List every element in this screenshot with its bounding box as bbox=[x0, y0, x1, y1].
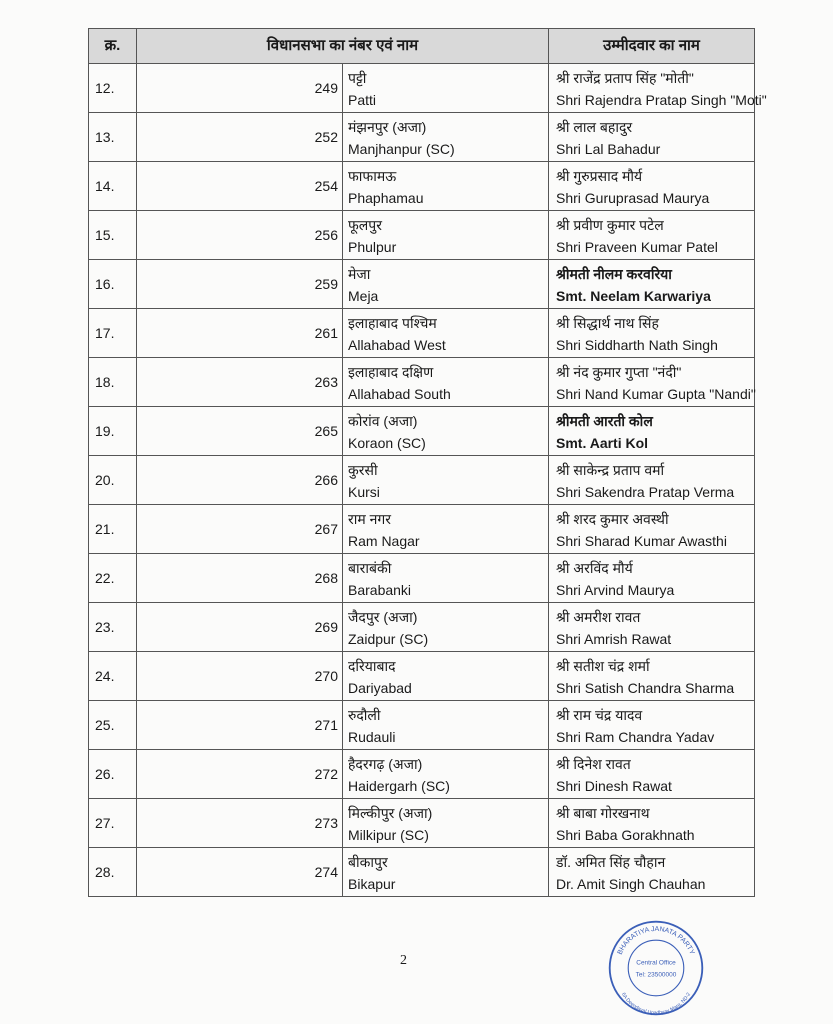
constituency-english: Barabanki bbox=[348, 582, 412, 598]
candidate-hindi: श्री राजेंद्र प्रताप सिंह "मोती" bbox=[556, 70, 694, 86]
constituency-number: 271 bbox=[137, 701, 343, 750]
header-sr: क्र. bbox=[89, 29, 137, 64]
serial-number: 17. bbox=[89, 309, 137, 358]
constituency-hindi: जैदपुर (अजा) bbox=[348, 609, 418, 625]
constituency-number: 269 bbox=[137, 603, 343, 652]
constituency-name bbox=[343, 211, 549, 260]
candidate-hindi: श्रीमती नीलम करवरिया bbox=[556, 266, 672, 282]
table-row bbox=[89, 652, 755, 701]
constituency-number: 268 bbox=[137, 554, 343, 603]
table-row bbox=[89, 603, 755, 652]
constituency-english: Dariyabad bbox=[348, 680, 412, 696]
constituency-hindi: बीकापुर bbox=[348, 854, 388, 870]
candidate-hindi: श्री अरविंद मौर्य bbox=[556, 560, 633, 576]
serial-number: 19. bbox=[89, 407, 137, 456]
constituency-english: Haidergarh (SC) bbox=[348, 778, 450, 794]
candidate-hindi: श्री राम चंद्र यादव bbox=[556, 707, 643, 723]
candidate-name bbox=[549, 750, 755, 799]
candidate-hindi: डॉ. अमित सिंह चौहान bbox=[556, 854, 666, 870]
constituency-english: Rudauli bbox=[348, 729, 396, 745]
constituency-name bbox=[343, 701, 549, 750]
constituency-hindi: राम नगर bbox=[348, 511, 391, 527]
candidate-name bbox=[549, 603, 755, 652]
candidate-name bbox=[549, 309, 755, 358]
serial-number: 25. bbox=[89, 701, 137, 750]
constituency-name bbox=[343, 358, 549, 407]
constituency-hindi: कुरसी bbox=[348, 462, 378, 478]
stamp-center-1: Central Office bbox=[636, 959, 676, 967]
candidate-english: Shri Guruprasad Maurya bbox=[556, 190, 710, 206]
candidate-name bbox=[549, 799, 755, 848]
serial-number: 27. bbox=[89, 799, 137, 848]
candidate-hindi: श्री साकेन्द्र प्रताप वर्मा bbox=[556, 462, 665, 478]
constituency-english: Meja bbox=[348, 288, 379, 304]
constituency-name bbox=[343, 603, 549, 652]
constituency-number: 254 bbox=[137, 162, 343, 211]
header-candidate: उम्मीदवार का नाम bbox=[549, 29, 755, 64]
candidate-english: Shri Siddharth Nath Singh bbox=[556, 337, 718, 353]
constituency-name bbox=[343, 750, 549, 799]
serial-number: 13. bbox=[89, 113, 137, 162]
candidate-table bbox=[88, 28, 767, 897]
constituency-number: 265 bbox=[137, 407, 343, 456]
table-row bbox=[89, 260, 755, 309]
candidate-hindi: श्री सिद्धार्थ नाथ सिंह bbox=[556, 315, 659, 331]
party-stamp bbox=[606, 918, 706, 1018]
constituency-name bbox=[343, 456, 549, 505]
constituency-english: Patti bbox=[348, 92, 377, 108]
constituency-name bbox=[343, 260, 549, 309]
candidate-name bbox=[549, 554, 755, 603]
candidate-name bbox=[549, 407, 755, 456]
candidate-english: Shri Rajendra Pratap Singh "Moti" bbox=[556, 92, 767, 108]
candidate-name bbox=[549, 260, 755, 309]
constituency-name bbox=[343, 113, 549, 162]
constituency-number: 266 bbox=[137, 456, 343, 505]
table-row bbox=[89, 554, 755, 603]
constituency-hindi: इलाहाबाद पश्चिम bbox=[348, 315, 437, 331]
constituency-hindi: फाफामऊ bbox=[348, 168, 397, 184]
serial-number: 16. bbox=[89, 260, 137, 309]
candidate-hindi: श्रीमती आरती कोल bbox=[556, 413, 653, 429]
table-row bbox=[89, 505, 755, 554]
candidate-english: Shri Nand Kumar Gupta "Nandi" bbox=[556, 386, 756, 402]
constituency-english: Koraon (SC) bbox=[348, 435, 426, 451]
candidate-name bbox=[549, 211, 755, 260]
constituency-name bbox=[343, 407, 549, 456]
table-row bbox=[89, 309, 755, 358]
constituency-english: Zaidpur (SC) bbox=[348, 631, 429, 647]
constituency-english: Phaphamau bbox=[348, 190, 424, 206]
constituency-name bbox=[343, 162, 549, 211]
candidate-hindi: श्री बाबा गोरखनाथ bbox=[556, 805, 650, 821]
constituency-number: 261 bbox=[137, 309, 343, 358]
candidate-english: Shri Arvind Maurya bbox=[556, 582, 675, 598]
constituency-number: 256 bbox=[137, 211, 343, 260]
table-row bbox=[89, 456, 755, 505]
table-row bbox=[89, 848, 755, 897]
candidate-hindi: श्री प्रवीण कुमार पटेल bbox=[556, 217, 664, 233]
candidate-english: Shri Lal Bahadur bbox=[556, 141, 661, 157]
constituency-english: Bikapur bbox=[348, 876, 396, 892]
constituency-hindi: मिल्कीपुर (अजा) bbox=[348, 805, 433, 821]
candidate-english: Shri Amrish Rawat bbox=[556, 631, 672, 647]
serial-number: 23. bbox=[89, 603, 137, 652]
page-number: 2 bbox=[400, 953, 407, 968]
table-row bbox=[89, 162, 755, 211]
constituency-name bbox=[343, 652, 549, 701]
serial-number: 28. bbox=[89, 848, 137, 897]
constituency-hindi: कोरांव (अजा) bbox=[348, 413, 418, 429]
serial-number: 22. bbox=[89, 554, 137, 603]
serial-number: 26. bbox=[89, 750, 137, 799]
candidate-english: Shri Praveen Kumar Patel bbox=[556, 239, 718, 255]
stamp-ring-text: BHARATIYA JANATA PARTY bbox=[616, 925, 696, 956]
candidate-name bbox=[549, 652, 755, 701]
constituency-number: 272 bbox=[137, 750, 343, 799]
constituency-hindi: रुदौली bbox=[348, 707, 381, 723]
constituency-number: 273 bbox=[137, 799, 343, 848]
constituency-hindi: इलाहाबाद दक्षिण bbox=[348, 364, 434, 380]
candidate-english: Smt. Neelam Karwariya bbox=[556, 288, 711, 304]
serial-number: 20. bbox=[89, 456, 137, 505]
candidate-hindi: श्री अमरीश रावत bbox=[556, 609, 641, 625]
constituency-english: Allahabad West bbox=[348, 337, 446, 353]
candidate-english: Shri Sakendra Pratap Verma bbox=[556, 484, 735, 500]
constituency-hindi: फूलपुर bbox=[348, 217, 382, 233]
constituency-english: Kursi bbox=[348, 484, 380, 500]
serial-number: 21. bbox=[89, 505, 137, 554]
constituency-hindi: मेजा bbox=[348, 266, 371, 282]
constituency-name bbox=[343, 848, 549, 897]
constituency-hindi: हैदरगढ़ (अजा) bbox=[348, 756, 423, 772]
table-row bbox=[89, 358, 755, 407]
candidate-hindi: श्री शरद कुमार अवस्थी bbox=[556, 511, 669, 527]
candidate-hindi: श्री गुरुप्रसाद मौर्य bbox=[556, 168, 643, 184]
constituency-number: 270 bbox=[137, 652, 343, 701]
constituency-number: 263 bbox=[137, 358, 343, 407]
candidate-name bbox=[549, 701, 755, 750]
candidate-name bbox=[549, 113, 755, 162]
candidate-english: Shri Dinesh Rawat bbox=[556, 778, 672, 794]
candidate-name bbox=[549, 358, 755, 407]
table-row bbox=[89, 113, 755, 162]
table-row bbox=[89, 799, 755, 848]
constituency-english: Phulpur bbox=[348, 239, 397, 255]
serial-number: 24. bbox=[89, 652, 137, 701]
table-row bbox=[89, 211, 755, 260]
table-row bbox=[89, 407, 755, 456]
constituency-english: Manjhanpur (SC) bbox=[348, 141, 455, 157]
candidate-english: Shri Ram Chandra Yadav bbox=[556, 729, 715, 745]
candidate-name bbox=[549, 64, 767, 113]
candidate-english: Shri Satish Chandra Sharma bbox=[556, 680, 735, 696]
constituency-number: 259 bbox=[137, 260, 343, 309]
stamp-center-2: Tel: 23500000 bbox=[635, 971, 677, 979]
candidate-hindi: श्री सतीश चंद्र शर्मा bbox=[556, 658, 650, 674]
constituency-name bbox=[343, 505, 549, 554]
constituency-hindi: बाराबंकी bbox=[348, 560, 392, 576]
candidate-english: Dr. Amit Singh Chauhan bbox=[556, 876, 706, 892]
candidate-hindi: श्री दिनेश रावत bbox=[556, 756, 631, 772]
serial-number: 14. bbox=[89, 162, 137, 211]
candidate-name bbox=[549, 505, 755, 554]
table-header bbox=[89, 29, 755, 64]
candidate-name bbox=[549, 162, 755, 211]
candidate-hindi: श्री लाल बहादुर bbox=[556, 119, 633, 135]
candidate-hindi: श्री नंद कुमार गुप्ता "नंदी" bbox=[556, 364, 682, 380]
table-row bbox=[89, 701, 755, 750]
serial-number: 12. bbox=[89, 64, 137, 113]
table-row bbox=[89, 64, 755, 113]
constituency-name bbox=[343, 799, 549, 848]
serial-number: 18. bbox=[89, 358, 137, 407]
constituency-english: Ram Nagar bbox=[348, 533, 420, 549]
constituency-english: Allahabad South bbox=[348, 386, 451, 402]
candidate-english: Shri Sharad Kumar Awasthi bbox=[556, 533, 727, 549]
header-constituency: विधानसभा का नंबर एवं नाम bbox=[137, 29, 549, 64]
serial-number: 15. bbox=[89, 211, 137, 260]
table-row bbox=[89, 750, 755, 799]
constituency-hindi: पट्टी bbox=[348, 70, 367, 86]
candidate-english: Shri Baba Gorakhnath bbox=[556, 827, 695, 843]
constituency-number: 274 bbox=[137, 848, 343, 897]
candidate-name bbox=[549, 848, 755, 897]
constituency-number: 249 bbox=[137, 64, 343, 113]
stamp-bottom-text: 6A Deendayal Upadhyay Marg, ND-2 bbox=[619, 991, 693, 1017]
constituency-number: 252 bbox=[137, 113, 343, 162]
constituency-hindi: दरियाबाद bbox=[348, 658, 396, 674]
constituency-hindi: मंझनपुर (अजा) bbox=[348, 119, 427, 135]
candidate-english: Smt. Aarti Kol bbox=[556, 435, 649, 451]
constituency-number: 267 bbox=[137, 505, 343, 554]
constituency-name bbox=[343, 554, 549, 603]
constituency-name bbox=[343, 64, 549, 113]
constituency-english: Milkipur (SC) bbox=[348, 827, 429, 843]
candidate-name bbox=[549, 456, 755, 505]
constituency-name bbox=[343, 309, 549, 358]
